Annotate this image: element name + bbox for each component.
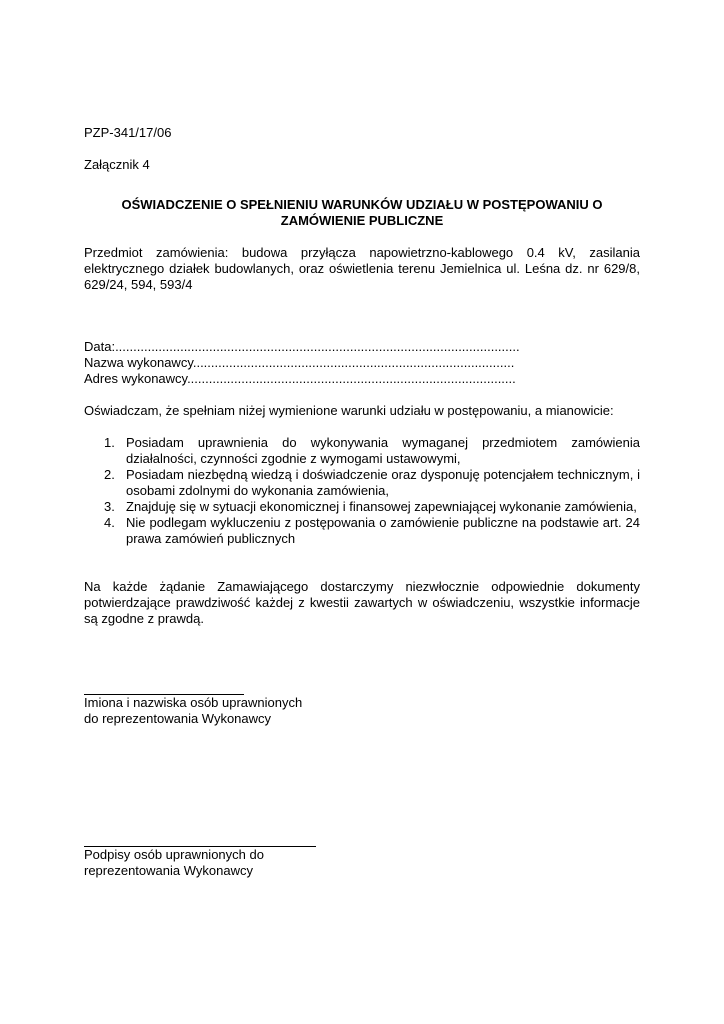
conditions-list <box>84 435 640 547</box>
list-item-text: Znajduję się w sytuacji ekonomicznej i finansowej zapewniającej wykonanie zamówienia, <box>126 499 637 514</box>
order-subject: Przedmiot zamówienia: budowa przyłącza napowietrzno-kablowego 0.4 kV, zasilania elektrycznego działek budowlanych, oraz oświetlenia terenu Jemielnica ul. Leśna dz. nr 629/8, 629/24, 594, 593/4 <box>84 245 640 292</box>
document-body <box>84 125 640 627</box>
names-label-line-2: do reprezentowania Wykonawcy <box>84 711 272 726</box>
signature-line <box>84 680 244 695</box>
list-item-text: Posiadam niezbędną wiedzą i doświadczenie oraz dysponuję potencjałem technicznym, i osobami zdolnymi do wykonania zamówienia, <box>126 467 640 498</box>
list-item-number: 3. <box>104 499 115 514</box>
contractor-name-field: Nazwa wykonawcy......................................................................................... <box>84 355 515 370</box>
signatures-label-line-2: reprezentowania Wykonawcy <box>84 863 253 878</box>
closing-statement: Na każde żądanie Zamawiającego dostarczymy niezwłocznie odpowiednie dokumenty potwierdzające prawdziwość każdej z kwestii zawartych w oświadczeniu, wszystkie informacje są zgodne z prawdą. <box>84 579 640 626</box>
signatures-block <box>84 832 316 879</box>
list-item <box>84 435 640 467</box>
contractor-fields <box>84 339 524 387</box>
list-item-number: 2. <box>104 467 115 482</box>
reference-number: PZP-341/17/06 <box>84 125 172 140</box>
list-item <box>84 467 640 499</box>
list-item-text: Nie podlegam wykluczeniu z postępowania o zamówienie publiczne na podstawie art. 24 prawa zamówień publicznych <box>126 515 640 546</box>
date-field: Data:................................................................................................................ <box>84 339 520 354</box>
list-item-number: 1. <box>104 435 115 450</box>
declaration-intro: Oświadczam, że spełniam niżej wymienione warunki udziału w postępowaniu, a mianowicie: <box>84 403 614 418</box>
signatures-label-line-1: Podpisy osób uprawnionych do <box>84 847 264 862</box>
list-item <box>84 499 640 515</box>
title-line-1: OŚWIADCZENIE O SPEŁNIENIU WARUNKÓW UDZIAŁU W POSTĘPOWANIU O <box>121 197 603 212</box>
list-item-text: Posiadam uprawnienia do wykonywania wymaganej przedmiotem zamówienia działalności, czynności zgodnie z wymogami ustawowymi, <box>126 435 640 466</box>
names-label-line-1: Imiona i nazwiska osób uprawnionych <box>84 695 303 710</box>
contractor-address-field: Adres wykonawcy........................................................................................... <box>84 371 516 386</box>
list-item-number: 4. <box>104 515 115 530</box>
annex-label: Załącznik 4 <box>84 157 150 172</box>
list-item <box>84 515 640 547</box>
names-signature-block <box>84 680 302 727</box>
document-title <box>84 197 640 229</box>
signature-line <box>84 832 316 847</box>
title-line-2: ZAMÓWIENIE PUBLICZNE <box>280 213 444 228</box>
